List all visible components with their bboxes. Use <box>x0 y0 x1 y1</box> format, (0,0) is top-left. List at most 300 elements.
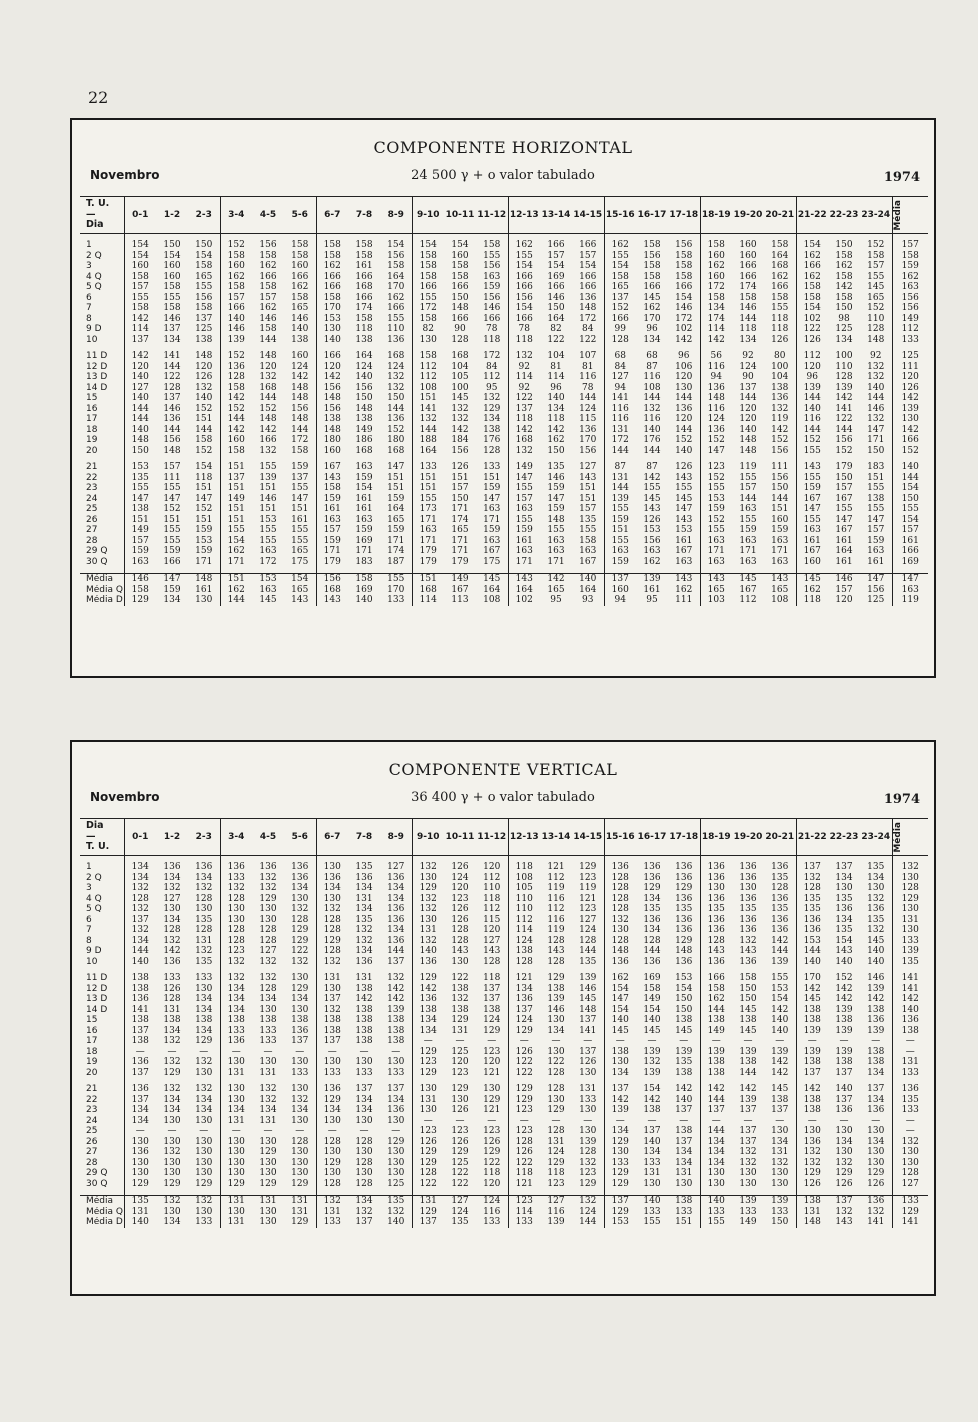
value-cell: 159 <box>483 525 501 535</box>
value-cell: 116 <box>796 414 828 425</box>
value-cell: 153 <box>316 314 348 325</box>
value-cell: 130 <box>291 1115 309 1126</box>
value-cell: 138 <box>739 1057 757 1067</box>
value-cell: 129 <box>547 1157 565 1168</box>
value-cell: 134 <box>604 1068 636 1079</box>
value-cell: 120 <box>483 862 501 872</box>
value-cell: 143 <box>835 946 853 956</box>
value-cell: 149 <box>700 1026 732 1037</box>
mean-value-cell: 133 <box>771 1206 789 1217</box>
value-cell: 120 <box>195 361 213 372</box>
day-label: 21 <box>86 1084 98 1094</box>
value-cell: 158 <box>675 271 693 282</box>
value-cell: 137 <box>124 335 156 346</box>
value-cell: 158 <box>412 261 444 272</box>
value-cell: 160 <box>163 261 181 271</box>
value-cell: 132 <box>291 956 309 967</box>
value-cell: 84 <box>486 361 498 372</box>
mean-value-cell: 147 <box>860 574 892 585</box>
value-cell: 110 <box>835 361 853 372</box>
daily-mean-cell: 139 <box>892 404 928 415</box>
value-cell: 132 <box>412 904 444 915</box>
value-cell: 157 <box>220 293 252 304</box>
value-cell: 146 <box>675 303 693 313</box>
value-cell: 136 <box>387 904 405 914</box>
value-cell: 155 <box>771 973 789 983</box>
value-cell: 134 <box>163 1094 181 1105</box>
value-cell: 162 <box>547 435 565 445</box>
mean-value-cell: 93 <box>582 595 594 605</box>
hour-header: 17-18 <box>668 819 700 856</box>
daily-mean-cell: 161 <box>892 536 928 547</box>
value-cell: 139 <box>604 1105 636 1116</box>
overall-mean-cell: 141 <box>892 1217 928 1228</box>
value-cell: 138 <box>700 1068 732 1079</box>
value-cell: 156 <box>483 261 501 271</box>
value-cell: 130 <box>163 904 181 914</box>
value-cell: 95 <box>486 382 498 393</box>
value-cell: 159 <box>796 483 828 494</box>
value-cell: 134 <box>355 1105 373 1115</box>
panel-month: Novembro <box>90 168 160 182</box>
value-cell: 132 <box>387 382 405 393</box>
value-cell: 147 <box>796 504 828 515</box>
value-cell: 132 <box>291 904 309 914</box>
value-cell: 161 <box>835 556 853 567</box>
value-cell: 126 <box>675 462 693 472</box>
value-cell: 81 <box>582 361 594 372</box>
mean-value-cell: 135 <box>124 1196 156 1207</box>
value-cell: 143 <box>675 514 693 525</box>
value-cell: 129 <box>604 1168 636 1179</box>
value-cell: 139 <box>835 1004 853 1015</box>
mean-value-cell: 140 <box>355 595 373 605</box>
value-cell: 128 <box>547 935 565 946</box>
value-cell: 136 <box>700 862 732 873</box>
value-cell: 159 <box>355 525 373 535</box>
mean-value-cell: 165 <box>700 585 732 596</box>
value-cell: 158 <box>355 313 373 324</box>
mean-value-cell: 134 <box>348 1196 380 1207</box>
value-cell: 140 <box>316 335 348 346</box>
value-cell: 174 <box>387 546 405 556</box>
value-cell: 120 <box>259 361 277 372</box>
value-cell: 94 <box>700 372 732 383</box>
value-cell: 169 <box>643 973 661 983</box>
value-cell: 118 <box>508 414 540 425</box>
mean-value-cell: 114 <box>508 1207 540 1218</box>
value-cell: 144 <box>124 414 156 425</box>
daily-mean-cell: 120 <box>892 372 928 383</box>
value-cell: 157 <box>867 525 885 535</box>
value-cell: 133 <box>220 873 252 884</box>
value-cell: 161 <box>508 536 540 547</box>
value-cell: 155 <box>835 504 853 514</box>
value-cell: 148 <box>579 303 597 313</box>
value-cell: 154 <box>604 1005 636 1016</box>
value-cell: 154 <box>643 1084 661 1094</box>
value-cell: 137 <box>643 1126 661 1136</box>
value-cell: 78 <box>508 324 540 335</box>
value-cell: 164 <box>387 271 405 282</box>
value-cell: 112 <box>547 904 565 914</box>
value-cell: 129 <box>220 1179 252 1190</box>
value-cell: 134 <box>700 1158 732 1169</box>
value-cell: 166 <box>796 261 828 272</box>
value-cell: 142 <box>124 314 156 325</box>
value-cell: 158 <box>259 324 277 334</box>
value-cell: 129 <box>316 1095 348 1106</box>
daily-mean-cell: 156 <box>892 293 928 304</box>
value-cell: 142 <box>771 1004 789 1015</box>
value-cell: 139 <box>643 1067 661 1078</box>
mean-value-cell: 135 <box>380 1196 412 1207</box>
value-cell: 128 <box>220 894 252 905</box>
panel-month: Novembro <box>90 790 160 804</box>
value-cell: 123 <box>451 893 469 904</box>
value-cell: 128 <box>604 894 636 905</box>
value-cell: 115 <box>579 414 597 424</box>
value-cell: 158 <box>700 293 732 304</box>
value-cell: 170 <box>796 973 828 984</box>
value-cell: 129 <box>316 1158 348 1169</box>
hour-header: 10-11 <box>444 197 476 234</box>
value-cell: 138 <box>508 946 540 957</box>
value-cell: 152 <box>867 303 885 313</box>
value-cell: 136 <box>867 1015 885 1025</box>
value-cell: 138 <box>355 1004 373 1015</box>
table-row <box>80 425 928 436</box>
value-cell: 122 <box>451 973 469 983</box>
overall-mean-cell: 133 <box>892 1196 928 1207</box>
value-cell: 129 <box>483 403 501 414</box>
mean-row <box>80 1196 928 1207</box>
value-cell: 161 <box>355 493 373 504</box>
value-cell: 152 <box>220 240 252 251</box>
value-cell: 145 <box>739 1025 757 1036</box>
daily-mean-cell: 132 <box>892 862 928 873</box>
mean-value-cell: 150 <box>771 1217 789 1227</box>
value-cell: 131 <box>412 1095 444 1106</box>
value-cell: 132 <box>163 935 181 946</box>
value-cell: 123 <box>508 1126 540 1137</box>
value-cell: 144 <box>867 393 885 403</box>
value-cell: 158 <box>163 282 181 292</box>
value-cell: 159 <box>387 493 405 504</box>
value-cell: 130 <box>355 1115 373 1126</box>
value-cell: 140 <box>739 424 757 435</box>
mean-header <box>892 197 928 234</box>
hour-header: 5-6 <box>284 197 316 234</box>
value-cell: 136 <box>387 935 405 946</box>
value-cell: 164 <box>771 250 789 261</box>
value-cell: 132 <box>259 372 277 382</box>
mean-value-cell: 143 <box>835 1217 853 1227</box>
value-cell: 128 <box>291 1136 309 1147</box>
hour-header: 18-19 <box>700 819 732 856</box>
value-cell: 138 <box>291 334 309 345</box>
value-cell: 134 <box>387 893 405 904</box>
daily-mean-cell: 136 <box>892 1084 928 1095</box>
value-cell: 163 <box>124 557 156 568</box>
value-cell: 155 <box>259 525 277 535</box>
corner-top-label: T. U. <box>86 198 110 210</box>
value-cell: — <box>871 1036 881 1046</box>
value-cell: 141 <box>412 404 444 415</box>
mean-value-cell: 120 <box>835 595 853 605</box>
value-cell: 121 <box>508 973 540 984</box>
value-cell: 134 <box>163 1025 181 1036</box>
value-cell: 130 <box>387 1147 405 1157</box>
value-cell: 78 <box>486 324 498 334</box>
value-cell: 140 <box>867 382 885 393</box>
value-cell: 136 <box>675 956 693 967</box>
table-row <box>80 557 928 568</box>
value-cell: 128 <box>604 873 636 884</box>
value-cell: 150 <box>835 240 853 250</box>
value-cell: 152 <box>220 351 252 362</box>
value-cell: 134 <box>355 1094 373 1105</box>
value-cell: 118 <box>547 1168 565 1178</box>
value-cell: 134 <box>195 1025 213 1036</box>
value-cell: 162 <box>796 251 828 262</box>
value-cell: 152 <box>675 435 693 445</box>
value-cell: 120 <box>124 362 156 373</box>
value-cell: 155 <box>604 251 636 262</box>
value-cell: 100 <box>451 382 469 393</box>
value-cell: 124 <box>355 361 373 372</box>
day-label: 3 <box>86 261 92 271</box>
day-label: 25 <box>86 1126 98 1136</box>
mean-value-cell: 133 <box>700 1207 732 1218</box>
overall-mean-cell: 163 <box>892 585 928 596</box>
value-cell: — <box>583 1115 593 1126</box>
day-label: 20 <box>86 445 98 456</box>
value-cell: 129 <box>508 1095 540 1106</box>
value-cell: 143 <box>547 946 565 956</box>
value-cell: 150 <box>867 445 885 456</box>
value-cell: 132 <box>195 1084 213 1094</box>
mean-value-cell: 130 <box>195 595 213 605</box>
value-cell: 151 <box>483 472 501 483</box>
value-cell: 142 <box>387 994 405 1004</box>
value-cell: 156 <box>771 472 789 483</box>
value-cell: 130 <box>316 1116 348 1127</box>
value-cell: 129 <box>163 1178 181 1189</box>
value-cell: 163 <box>700 536 732 547</box>
daily-mean-cell: 111 <box>892 362 928 373</box>
value-cell: 136 <box>700 925 732 936</box>
value-cell: 161 <box>796 536 828 547</box>
value-cell: 140 <box>355 372 373 382</box>
table-row <box>80 324 928 335</box>
mean-value-cell: 134 <box>163 595 181 605</box>
value-cell: 130 <box>195 1147 213 1157</box>
daily-mean-cell: 157 <box>892 240 928 251</box>
value-cell: 149 <box>508 462 540 473</box>
value-cell: 104 <box>547 351 565 361</box>
value-cell: 134 <box>316 883 348 894</box>
value-cell: 140 <box>835 1084 853 1094</box>
value-cell: — <box>700 1116 732 1127</box>
value-cell: 158 <box>412 314 444 325</box>
value-cell: 134 <box>124 936 156 947</box>
value-cell: 130 <box>220 915 252 926</box>
value-cell: 132 <box>643 1057 661 1067</box>
day-label: 5 Q <box>86 282 102 292</box>
value-cell: 171 <box>195 556 213 567</box>
value-cell: 147 <box>700 446 732 457</box>
value-cell: 137 <box>291 472 309 483</box>
value-cell: 116 <box>643 414 661 424</box>
value-cell: 154 <box>124 251 156 262</box>
mean-row <box>80 595 928 606</box>
value-cell: 144 <box>604 483 636 494</box>
value-cell: 157 <box>579 250 597 261</box>
value-cell: 126 <box>867 1178 885 1189</box>
value-cell: 106 <box>675 361 693 372</box>
day-label: 2 Q <box>86 250 102 261</box>
value-cell: 154 <box>604 261 636 272</box>
value-cell: 146 <box>220 324 252 335</box>
value-cell: 138 <box>796 1015 828 1026</box>
value-cell: 96 <box>678 351 690 361</box>
value-cell: 122 <box>796 324 828 335</box>
value-cell: 132 <box>739 1157 757 1168</box>
value-cell: 135 <box>867 862 885 872</box>
value-cell: 166 <box>451 282 469 292</box>
value-cell: 162 <box>220 272 252 283</box>
hour-header: 19-20 <box>732 819 764 856</box>
value-cell: 158 <box>259 282 277 292</box>
value-cell: 127 <box>124 383 156 394</box>
value-cell: 138 <box>316 1026 348 1037</box>
daily-mean-cell: 154 <box>892 483 928 494</box>
value-cell: 151 <box>579 483 597 493</box>
value-cell: 134 <box>259 1105 277 1115</box>
value-cell: 136 <box>124 1057 156 1068</box>
table-row <box>80 1015 928 1026</box>
mean-value-cell: 154 <box>284 574 316 585</box>
value-cell: 145 <box>796 994 828 1005</box>
value-cell: 121 <box>547 862 565 872</box>
daily-mean-cell: 130 <box>892 873 928 884</box>
value-cell: 137 <box>124 1026 156 1037</box>
value-cell: 130 <box>412 873 444 884</box>
day-label: 8 <box>86 935 92 946</box>
value-cell: 137 <box>483 994 501 1004</box>
mean-value-cell: 137 <box>412 1217 444 1228</box>
value-cell: 147 <box>867 424 885 435</box>
value-cell: 144 <box>796 946 828 957</box>
value-cell: 132 <box>867 893 885 904</box>
mean-value-cell: 114 <box>412 595 444 606</box>
value-cell: 130 <box>220 1084 252 1095</box>
value-cell: 151 <box>220 483 252 494</box>
value-cell: 167 <box>675 546 693 556</box>
value-cell: 144 <box>739 313 757 324</box>
value-cell: 167 <box>483 546 501 556</box>
value-cell: 132 <box>451 994 469 1004</box>
value-cell: 116 <box>604 414 636 425</box>
value-cell: 130 <box>259 1168 277 1178</box>
value-cell: 115 <box>483 914 501 925</box>
hour-header: 20-21 <box>764 819 796 856</box>
mean-value-cell: 111 <box>675 595 693 605</box>
value-cell: 128 <box>259 925 277 935</box>
value-cell: 129 <box>163 1067 181 1078</box>
value-cell: 130 <box>163 1115 181 1126</box>
mean-value-cell: 143 <box>764 574 796 585</box>
value-cell: 151 <box>195 514 213 525</box>
table-row <box>80 261 928 272</box>
day-label: 12 D <box>86 361 108 372</box>
value-cell: 122 <box>508 1057 540 1068</box>
value-cell: 140 <box>124 393 156 404</box>
value-cell: 130 <box>412 335 444 346</box>
value-cell: 134 <box>195 994 213 1004</box>
value-cell: 140 <box>867 956 885 967</box>
value-cell: 132 <box>195 1057 213 1067</box>
table-row <box>80 335 928 346</box>
value-cell: 139 <box>579 1136 597 1147</box>
mean-value-cell: 116 <box>547 1206 565 1217</box>
value-cell: 114 <box>508 925 540 936</box>
value-cell: 134 <box>604 1126 636 1137</box>
value-cell: 116 <box>643 372 661 382</box>
hour-header: 14-15 <box>572 197 604 234</box>
mean-row <box>80 1217 928 1228</box>
mean-value-cell: 131 <box>252 1196 284 1207</box>
value-cell: 163 <box>316 515 348 526</box>
value-cell: 140 <box>643 424 661 435</box>
value-cell: 171 <box>483 514 501 525</box>
value-cell: — <box>455 1036 465 1046</box>
value-cell: 144 <box>124 946 156 957</box>
value-cell: 142 <box>291 372 309 382</box>
daily-mean-cell: 166 <box>892 435 928 446</box>
value-cell: 130 <box>355 1057 373 1067</box>
hour-header: 8-9 <box>380 197 412 234</box>
value-cell: 148 <box>291 393 309 403</box>
value-cell: 145 <box>675 1025 693 1036</box>
value-cell: 144 <box>796 425 828 436</box>
mean-value-cell: 129 <box>412 1207 444 1218</box>
value-cell: 112 <box>412 372 444 383</box>
value-cell: 163 <box>700 557 732 568</box>
value-cell: 163 <box>547 535 565 546</box>
day-label: 28 <box>86 1157 98 1168</box>
value-cell: 131 <box>163 1004 181 1015</box>
value-cell: 134 <box>195 1004 213 1015</box>
mean-value-cell: 102 <box>508 595 540 606</box>
value-cell: 158 <box>124 303 156 314</box>
value-cell: 131 <box>675 1168 693 1178</box>
value-cell: 131 <box>579 1084 597 1094</box>
day-label: 27 <box>86 1147 98 1157</box>
mean-value-cell: 133 <box>739 1206 757 1217</box>
value-cell: 118 <box>771 313 789 324</box>
value-cell: 145 <box>643 493 661 504</box>
value-cell: 133 <box>412 462 444 473</box>
day-label: 16 <box>86 403 98 414</box>
value-cell: 139 <box>739 1046 757 1057</box>
table-row <box>80 504 928 515</box>
value-cell: 152 <box>867 240 885 250</box>
value-cell: — <box>679 1115 689 1126</box>
value-cell: 136 <box>163 862 181 872</box>
value-cell: 129 <box>483 1094 501 1105</box>
